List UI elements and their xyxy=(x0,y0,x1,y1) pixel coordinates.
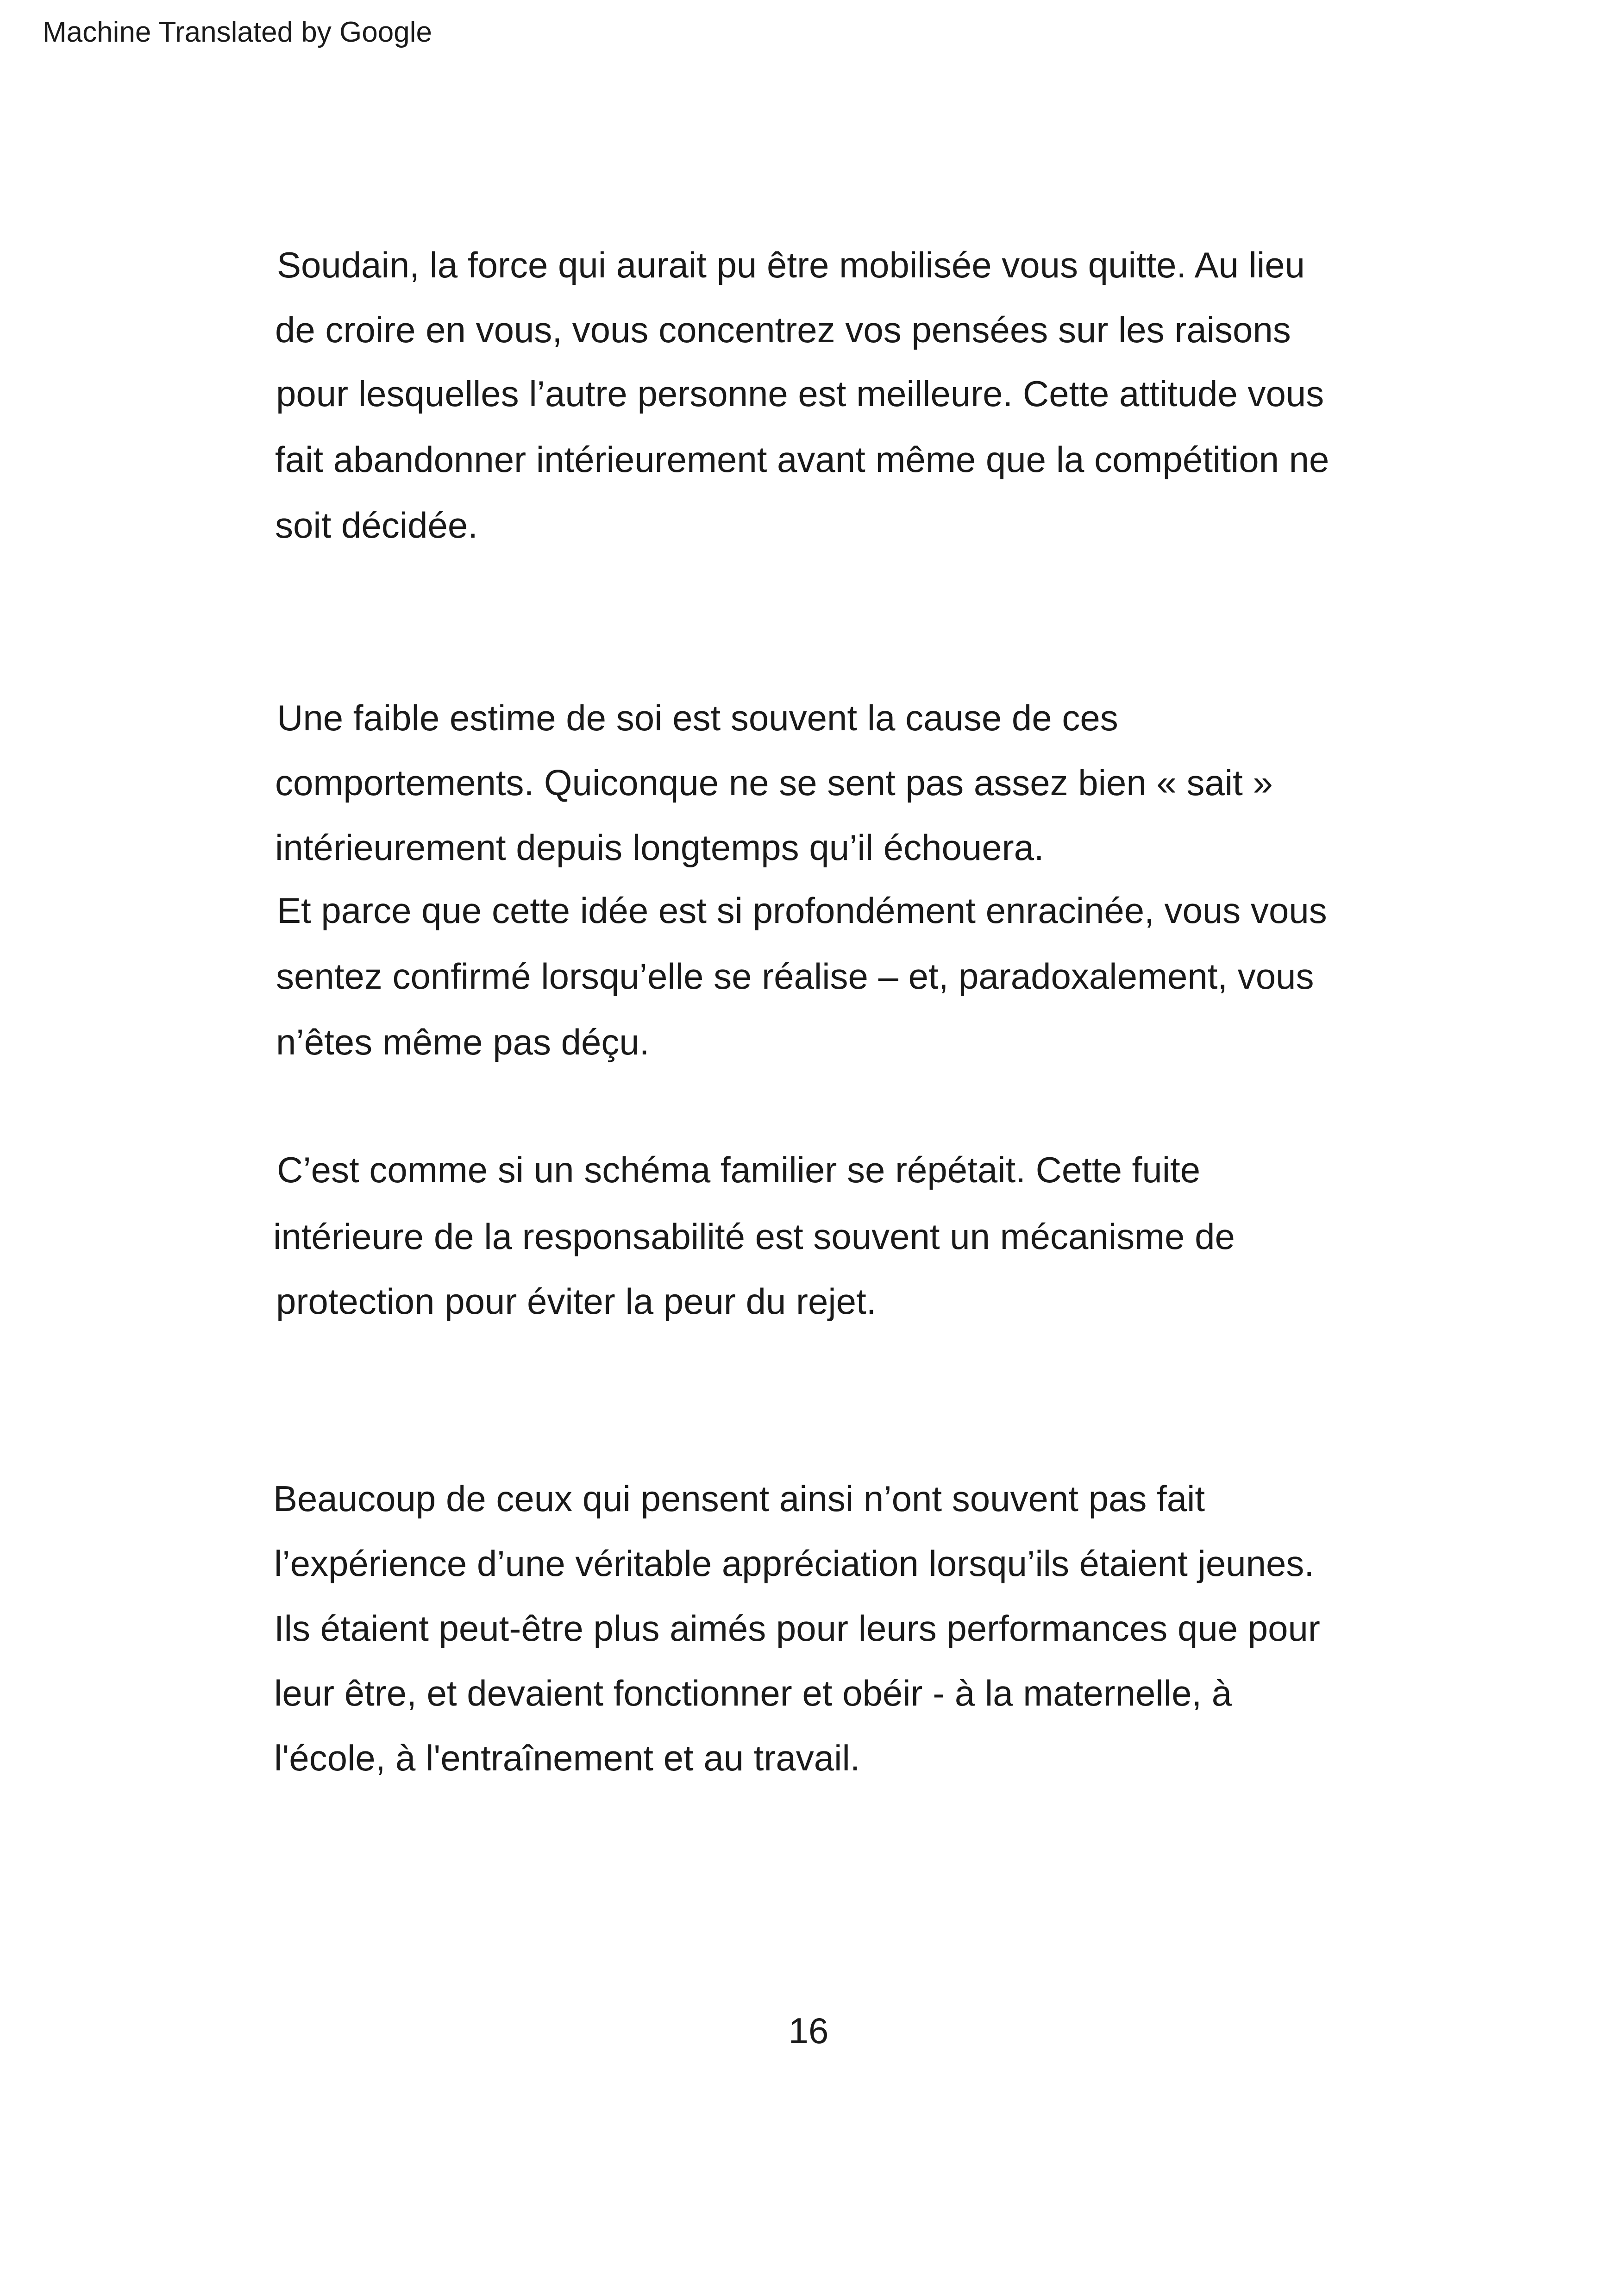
text-line: Et parce que cette idée est si profondément enracinée, vous vous xyxy=(277,890,1327,931)
text-line: Une faible estime de soi est souvent la cause de ces xyxy=(277,697,1118,738)
watermark: Machine Translated by Google xyxy=(43,16,432,48)
text-line: de croire en vous, vous concentrez vos pensées sur les raisons xyxy=(275,309,1291,350)
text-line: protection pour éviter la peur du rejet. xyxy=(276,1281,877,1322)
text-line: comportements. Quiconque ne se sent pas assez bien « sait » xyxy=(275,762,1273,803)
text-line: pour lesquelles l’autre personne est meilleure. Cette attitude vous xyxy=(276,373,1324,414)
text-line: Ils étaient peut-être plus aimés pour leurs performances que pour xyxy=(274,1608,1320,1649)
text-line: sentez confirmé lorsqu’elle se réalise – et, paradoxalement, vous xyxy=(276,956,1314,997)
text-line: soit décidée. xyxy=(275,505,478,546)
text-line: C’est comme si un schéma familier se répétait. Cette fuite xyxy=(277,1149,1201,1190)
text-line: leur être, et devaient fonctionner et obéir - à la maternelle, à xyxy=(274,1673,1232,1713)
text-line: fait abandonner intérieurement avant même que la compétition ne xyxy=(275,439,1329,480)
page-number: 16 xyxy=(788,2010,829,2051)
text-line: l'école, à l'entraînement et au travail. xyxy=(274,1738,860,1778)
text-line: intérieurement depuis longtemps qu’il échouera. xyxy=(275,827,1044,868)
text-line: l’expérience d’une véritable appréciation lorsqu’ils étaient jeunes. xyxy=(274,1543,1315,1584)
text-line: n’êtes même pas déçu. xyxy=(276,1022,650,1062)
text-line: intérieure de la responsabilité est souvent un mécanisme de xyxy=(273,1216,1235,1257)
text-line: Soudain, la force qui aurait pu être mobilisée vous quitte. Au lieu xyxy=(277,245,1305,285)
text-line: Beaucoup de ceux qui pensent ainsi n’ont souvent pas fait xyxy=(273,1478,1205,1519)
